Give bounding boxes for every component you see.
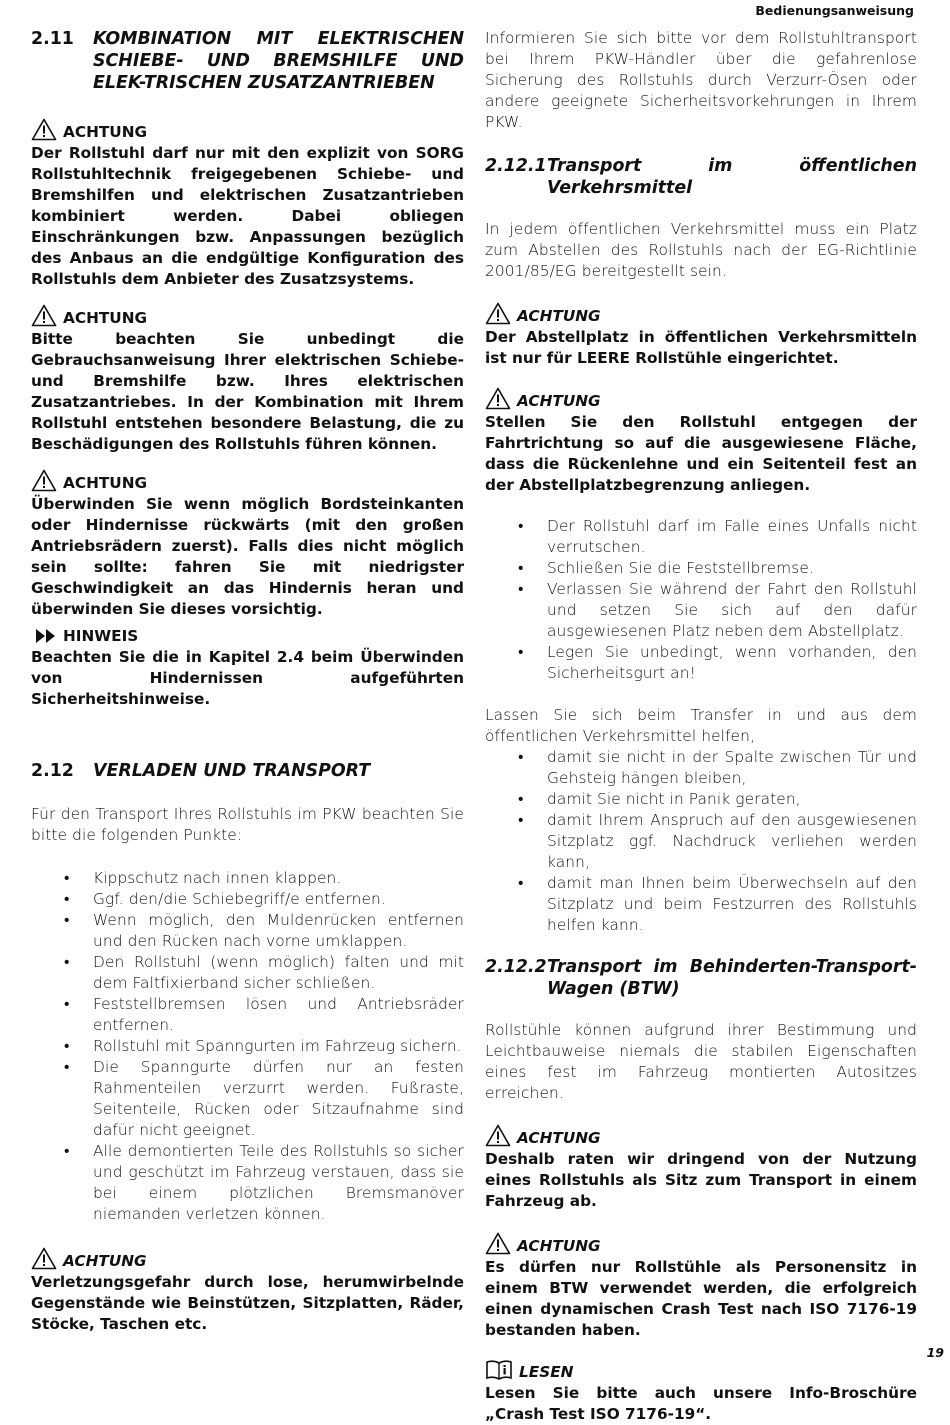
list-item: • Alle demontierten Teile des Rollstuhls so sicher und geschützt im Fahrzeug verstauen, dass sie bei einem plötzlichen Bremsmanöver niemanden verletzen können. (31, 1141, 464, 1225)
transfer-help-list (485, 747, 917, 936)
read-label: LESEN (485, 1359, 917, 1383)
section-2-12-1-heading (485, 155, 917, 199)
warning-label: ACHTUNG (485, 1232, 917, 1257)
list-item: • Feststellbremsen lösen und Antriebsräder entfernen. (31, 994, 464, 1036)
section-number: 2.12 (31, 761, 74, 781)
warning-triangle-icon (31, 1247, 57, 1270)
page-number: 19 (926, 1345, 944, 1360)
section-number: 2.12.2 (485, 957, 547, 977)
warning-label: ACHTUNG (485, 302, 917, 327)
list-item: • Kippschutz nach innen klappen. (31, 868, 464, 889)
warning-triangle-icon (31, 469, 57, 492)
double-arrow-icon (35, 628, 57, 644)
section-title: VERLADEN UND TRANSPORT (93, 761, 371, 781)
list-item: • Wenn möglich, den Muldenrücken entfernen und den Rücken nach vorne umklappen. (31, 910, 464, 952)
transport-intro: Für den Transport Ihres Rollstuhls im PKW beachten Sie bitte die folgenden Punkte: (31, 805, 464, 844)
warning-text: Überwinden Sie wenn möglich Bordsteinkanten oder Hindernisse rückwärts (mit den großen Antriebsrädern zuerst). Falls dies nicht möglich sein sollte: fahren Sie mit niedrigster Geschwindigkeit an das Hindernis heran und überwinden Sie dieses vorsichtig. (31, 495, 464, 618)
warning-text: Verletzungsgefahr durch lose, herumwirbelnde Gegenstände wie Beinstützen, Sitzplatten, Räder, Stöcke, Taschen etc. (31, 1273, 464, 1333)
list-item: • Legen Sie unbedingt, wenn vorhanden, den Sicherheitsgurt an! (485, 642, 917, 684)
section-title: Transport im Behinderten-Transport-Wagen (BTW) (547, 957, 917, 999)
section-2-12-heading (31, 760, 464, 782)
list-item: • damit Sie nicht in Panik geraten, (485, 789, 917, 810)
public-transport-paragraph: In jedem öffentlichen Verkehrsmittel muss ein Platz zum Abstellen des Rollstuhls nach der EG-Richtlinie 2001/85/EG bereitgestellt sein. (485, 220, 917, 280)
list-item: • damit man Ihnen beim Überwechseln auf den Sitzplatz und beim Festzurren des Rollstuhls helfen kann. (485, 873, 917, 936)
right-column (485, 28, 917, 1425)
section-title: Transport im öffentlichen Verkehrsmittel (547, 156, 917, 198)
list-item: • Rollstuhl mit Spanngurten im Fahrzeug sichern. (31, 1036, 464, 1057)
btw-paragraph: Rollstühle können aufgrund ihrer Bestimmung und Leichtbauweise niemals die stabilen Eigenschaften eines fest im Fahrzeug montierten Autositzes erreichen. (485, 1021, 917, 1102)
warning-text: Der Rollstuhl darf nur mit den explizit von SORG Rollstuhltechnik freigegebenen Schiebe- und Bremshilfen und elektrischen Zusatzantrieben kombiniert werden. Dabei obliegen Einschränkungen bzw. Anpassungen bezüglich des Anbaus an die endgültige Konfiguration des Rollstuhls dem Anbieter des Zusatzsystems. (31, 144, 464, 288)
warning-label: ACHTUNG (31, 469, 464, 494)
list-item: • Ggf. den/die Schiebegriff/e entfernen. (31, 889, 464, 910)
transport-checklist (31, 868, 464, 1225)
public-transport-checklist (485, 516, 917, 684)
warning-triangle-icon (31, 118, 57, 141)
list-item: • Der Rollstuhl darf im Falle eines Unfalls nicht verrutschen. (485, 516, 917, 558)
warning-triangle-icon (31, 304, 57, 327)
section-number: 2.11 (31, 29, 74, 49)
warning-triangle-icon (485, 1232, 511, 1255)
section-2-11-heading (31, 28, 464, 94)
running-header: Bedienungsanweisung (755, 3, 914, 18)
warning-label: ACHTUNG (31, 118, 464, 143)
pkw-info-paragraph: Informieren Sie sich bitte vor dem Rollstuhltransport bei Ihrem PKW-Händler über die gefahrenlose Sicherung des Rollstuhls durch Verzurr-Ösen oder andere geeignete Sicherheitsvorkehrungen in Ihrem PKW. (485, 29, 917, 131)
list-item: • Schließen Sie die Feststellbremse. (485, 558, 917, 579)
section-title: KOMBINATION MIT ELEKTRISCHEN SCHIEBE- UND BREMSHILFE UND ELEK-TRISCHEN ZUSATZANTRIEBEN (93, 29, 464, 93)
warning-text: Bitte beachten Sie unbedingt die Gebrauchsanweisung Ihrer elektrischen Schiebe- und Bremshilfe bzw. Ihres elektrischen Zusatzantriebes. In der Kombination mit Ihrem Rollstuhl entstehen besondere Belastung, die zu Beschädigungen des Rollstuhls führen können. (31, 330, 464, 453)
section-number: 2.12.1 (485, 156, 547, 176)
warning-text: Es dürfen nur Rollstühle als Personensitz in einem BTW verwendet werden, die erfolgreich einen dynamischen Crash Test nach ISO 7176-19 bestanden haben. (485, 1258, 917, 1339)
list-item: • Die Spanngurte dürfen nur an festen Rahmenteilen verzurrt werden. Fußraste, Seitenteile, Rücken oder Sitzaufnahme sind dafür nicht geeignet. (31, 1057, 464, 1141)
warning-label: ACHTUNG (31, 1247, 464, 1272)
warning-label: ACHTUNG (485, 387, 917, 412)
warning-text: Deshalb raten wir dringend von der Nutzung eines Rollstuhls als Sitz zum Transport in einem Fahrzeug ab. (485, 1150, 917, 1210)
hint-label: HINWEIS (31, 626, 464, 647)
read-text: Lesen Sie bitte auch unsere Info-Broschüre „Crash Test ISO 7176-19“. (485, 1384, 917, 1423)
warning-label: ACHTUNG (485, 1124, 917, 1149)
left-column (31, 28, 464, 1335)
list-item: • damit sie nicht in der Spalte zwischen Tür und Gehsteig hängen bleiben, (485, 747, 917, 789)
warning-triangle-icon (485, 1124, 511, 1147)
list-item: • Den Rollstuhl (wenn möglich) falten und mit dem Faltfixierband sicher schließen. (31, 952, 464, 994)
hint-text: Beachten Sie die in Kapitel 2.4 beim Überwinden von Hindernissen aufgeführten Sicherheitshinweise. (31, 648, 464, 708)
transfer-help-paragraph: Lassen Sie sich beim Transfer in und aus dem öffentlichen Verkehrsmittel helfen, (485, 706, 917, 745)
list-item: • Verlassen Sie während der Fahrt den Rollstuhl und setzen Sie sich auf den dafür ausgewiesenen Platz neben dem Abstellplatz. (485, 579, 917, 642)
warning-text: Stellen Sie den Rollstuhl entgegen der Fahrtrichtung so auf die ausgewiesene Fläche, dass die Rückenlehne und ein Seitenteil fest an der Abstellplatzbegrenzung anliegen. (485, 413, 917, 494)
warning-label: ACHTUNG (31, 304, 464, 329)
list-item: • damit Ihrem Anspruch auf den ausgewiesenen Sitzplatz ggf. Nachdruck verliehen werden kann, (485, 810, 917, 873)
warning-triangle-icon (485, 387, 511, 410)
warning-triangle-icon (485, 302, 511, 325)
warning-text: Der Abstellplatz in öffentlichen Verkehrsmitteln ist nur für LEERE Rollstühle eingerichtet. (485, 328, 917, 367)
section-2-12-2-heading (485, 956, 917, 1000)
